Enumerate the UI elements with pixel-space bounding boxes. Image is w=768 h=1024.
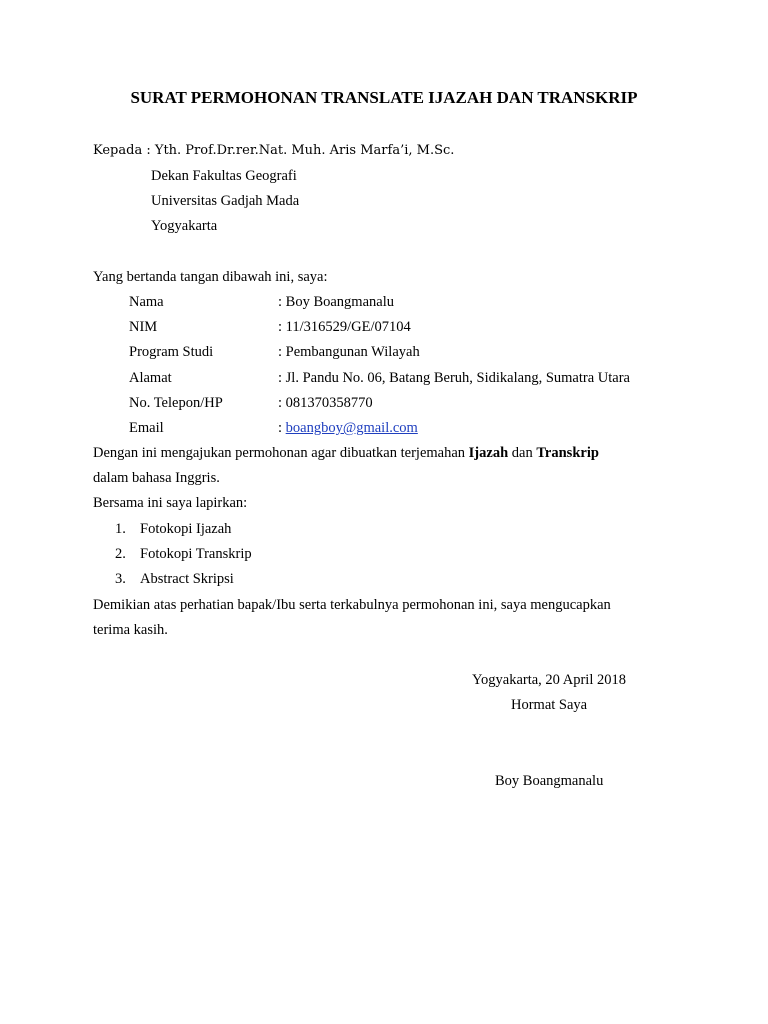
letter-title: SURAT PERMOHONAN TRANSLATE IJAZAH DAN TRANSKRIP [130,88,638,107]
email-link[interactable]: boangboy@gmail.com [285,420,418,436]
sign-off: Hormat Saya [511,697,588,713]
field-value-nim: : 11/316529/GE/07104 [278,319,411,335]
field-value-email [278,419,418,437]
recipient-line [93,142,454,160]
attachment-num-1: 1. [115,521,126,537]
closing-line-1: Demikian atas perhatian bapak/Ibu serta terkabulnya permohonan ini, saya mengucapkan [93,597,611,613]
recipient-line-1: Dekan Fakultas Geografi [151,168,297,184]
recipient-line-3: Yogyakarta [151,218,218,234]
attachments-intro: Bersama ini saya lapirkan: [93,495,248,511]
recipient-prefix: Kepada : [93,143,155,158]
recipient-line-2: Universitas Gadjah Mada [151,193,300,209]
email-prefix: : [278,420,286,436]
attachment-num-3: 3. [115,571,126,587]
request-text-2: dan [508,445,537,461]
field-label-email: Email [129,420,164,436]
field-label-alamat: Alamat [129,370,172,386]
field-value-program-studi: : Pembangunan Wilayah [278,344,420,360]
field-label-telepon: No. Telepon/HP [129,395,223,411]
field-label-nim: NIM [129,319,158,335]
closing-line-2: terima kasih. [93,622,168,638]
attachment-item-2: Fotokopi Transkrip [140,546,252,562]
intro-text: Yang bertanda tangan dibawah ini, saya: [93,269,328,285]
field-value-telepon: : 081370358770 [278,395,373,411]
request-line-1 [93,444,599,462]
attachment-item-3: Abstract Skripsi [140,571,234,587]
signatory-name: Boy Boangmanalu [495,773,604,789]
field-value-alamat: : Jl. Pandu No. 06, Batang Beruh, Sidikalang, Sumatra Utara [278,370,630,386]
request-text-1: Dengan ini mengajukan permohonan agar dibuatkan terjemahan [93,445,469,461]
recipient-name: Yth. Prof.Dr.rer.Nat. Muh. Aris Marfa’i, M.Sc. [154,143,455,158]
request-bold-transkrip: Transkrip [536,445,599,461]
request-line-2: dalam bahasa Inggris. [93,470,220,486]
attachment-num-2: 2. [115,546,126,562]
field-label-nama: Nama [129,294,164,310]
field-label-program-studi: Program Studi [129,344,214,360]
field-value-nama: : Boy Boangmanalu [278,294,394,310]
request-bold-ijazah: Ijazah [468,445,509,461]
place-date: Yogyakarta, 20 April 2018 [472,672,626,688]
attachment-item-1: Fotokopi Ijazah [140,521,232,537]
